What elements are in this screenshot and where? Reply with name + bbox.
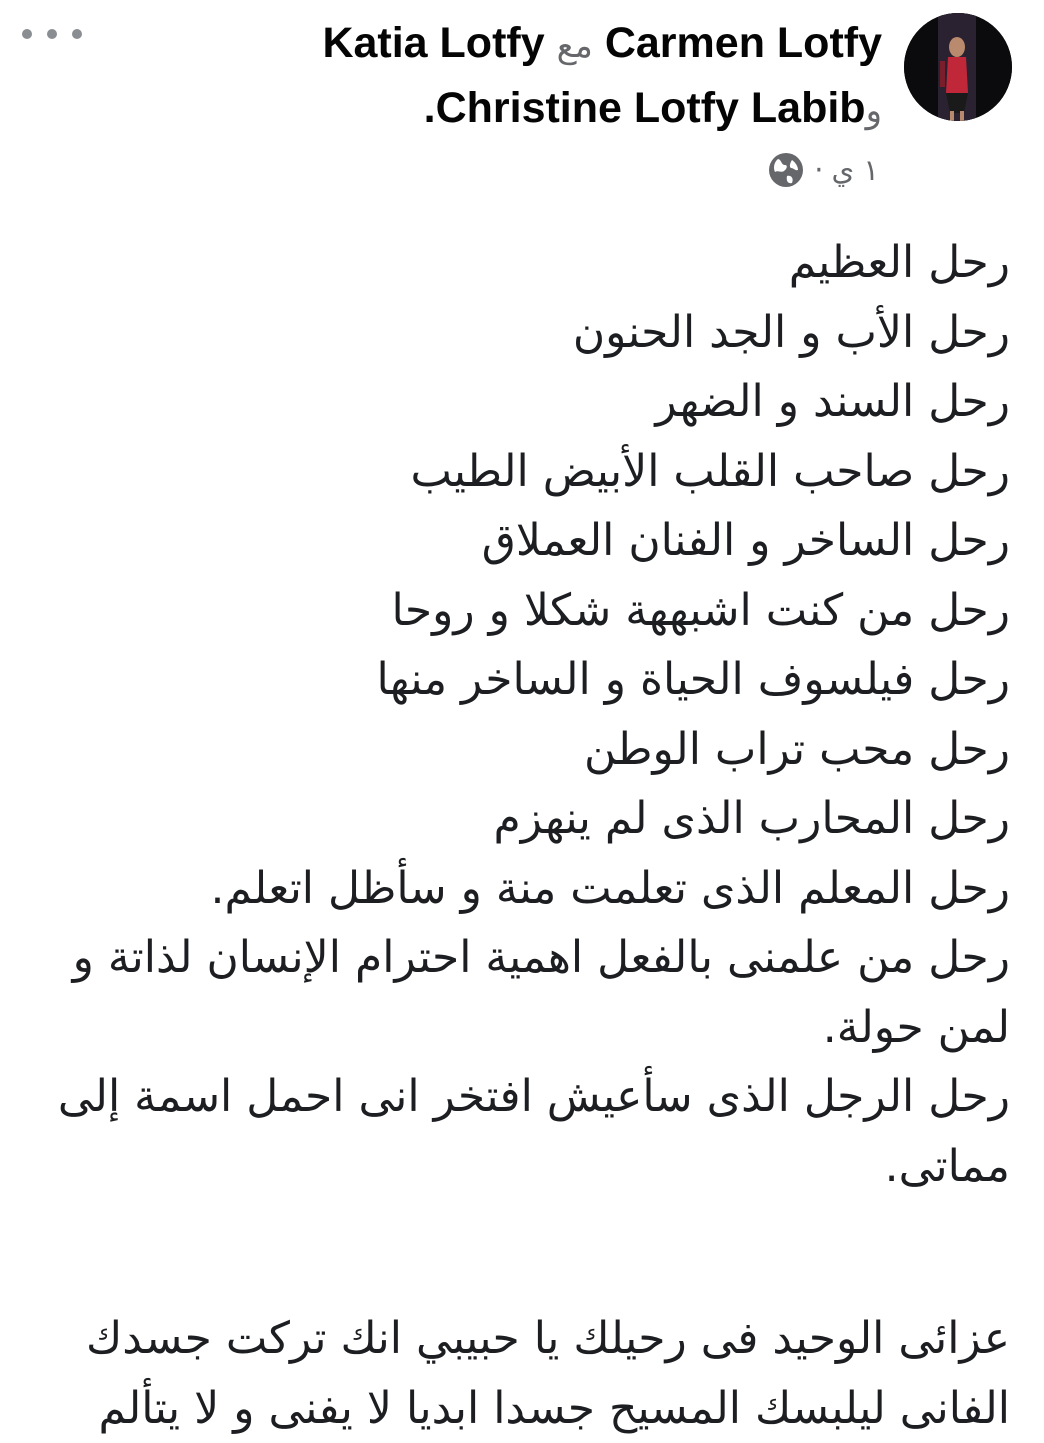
paragraph-spacer (50, 1201, 1010, 1304)
profile-photo (904, 13, 1012, 121)
post-meta (766, 148, 879, 192)
post-body (50, 228, 1010, 1443)
post-closing-paragraph: عزائى الوحيد فى رحيلك يا حبيبي انك تركت جسدك الفانى ليلبسك المسيح جسدا ابديا لا يفنى و لا يتألم (86, 1313, 1010, 1434)
tagged-user-1[interactable]: Katia Lotfy (322, 19, 545, 67)
post-line-5: رحل الساخر و الفنان العملاق (481, 515, 1010, 566)
more-options-button[interactable] (22, 14, 82, 54)
author-name[interactable]: Carmen Lotfy (604, 19, 882, 67)
post-line-3: رحل السند و الضهر (655, 376, 1010, 427)
and-conjunction: و (865, 92, 882, 130)
post-header-names (162, 12, 882, 142)
post-line-8: رحل محب تراب الوطن (584, 723, 1010, 775)
post-line-6: رحل من كنت اشبههة شكلا و روحا (391, 584, 1010, 636)
meta-separator: · (814, 153, 824, 187)
post-line-7: رحل فيلسوف الحياة و الساخر منها (376, 654, 1010, 705)
globe-icon[interactable] (766, 150, 806, 190)
period: . (423, 84, 436, 132)
ellipsis-icon-dot (72, 29, 82, 39)
post-line-10: رحل المعلم الذى تعلمت منة و سأظل اتعلم. (210, 862, 1010, 914)
tagged-user-2[interactable]: Christine Lotfy Labib (435, 84, 866, 132)
avatar[interactable] (904, 13, 1012, 121)
post-time[interactable]: ١ ي (831, 153, 879, 187)
post-line-2: رحل الأب و الجد الحنون (572, 306, 1010, 358)
post-line-11: رحل من علمنى بالفعل اهمية احترام الإنسان لذاتة و لمن حولة. (72, 932, 1010, 1053)
ellipsis-icon-dot (22, 29, 32, 39)
post-line-4: رحل صاحب القلب الأبيض الطيب (410, 445, 1010, 497)
post-line-12: رحل الرجل الذى سأعيش افتخر انى احمل اسمة إلى مماتى. (57, 1071, 1010, 1192)
post-line-1: رحل العظيم (788, 237, 1010, 288)
post-line-9: رحل المحارب الذى لم ينهزم (493, 793, 1010, 844)
ellipsis-icon-dot (47, 29, 57, 39)
with-conjunction: مع (556, 27, 593, 65)
